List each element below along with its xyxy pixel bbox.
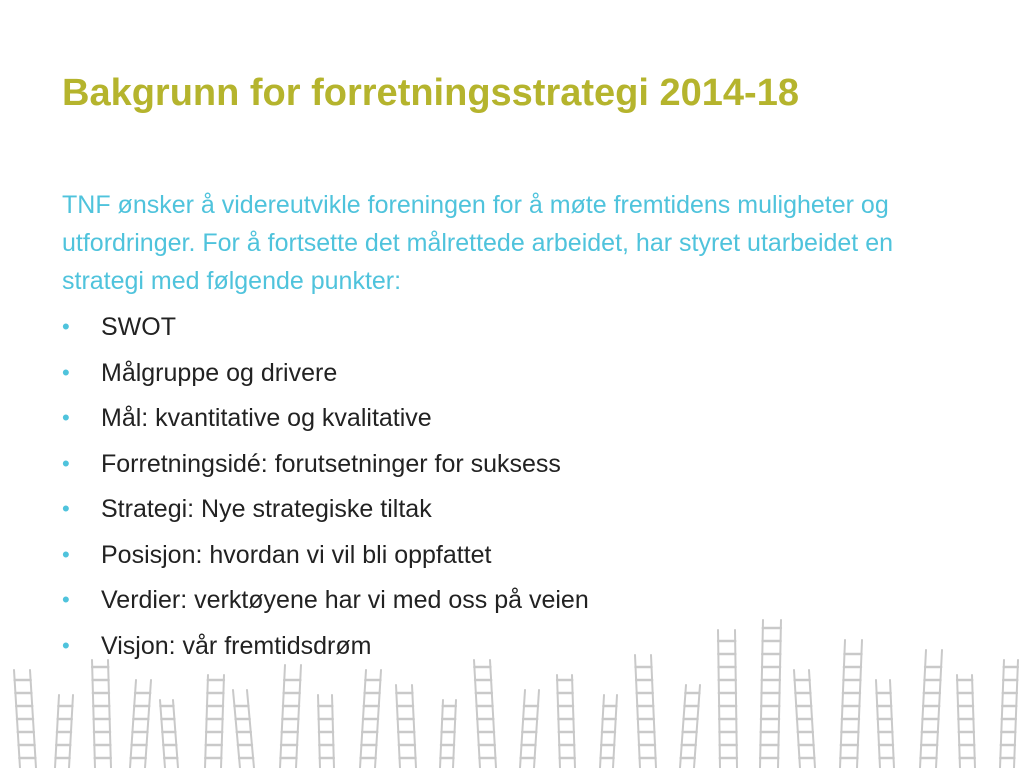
bullet-dot-icon: • — [62, 314, 70, 339]
bullet-text: Målgruppe og drivere — [101, 358, 338, 387]
bullet-item-malgruppe — [62, 354, 589, 400]
bullet-dot-icon: • — [62, 450, 70, 476]
bullet-dot-icon: • — [62, 405, 70, 430]
bullet-item-mal — [62, 399, 589, 445]
bullet-text: Visjon: vår fremtidsdrøm — [101, 631, 372, 660]
intro-paragraph: TNF ønsker å videreutvikle foreningen for å møte fremtidens muligheter og utfordringer. For å fortsette det målrettede arbeidet, har styret utarbeidet en strategi med følgende punkter: — [62, 191, 894, 295]
bullet-dot-icon: • — [62, 587, 70, 612]
bullet-text: Verdier: verktøyene har vi med oss på veien — [101, 586, 589, 614]
bullet-item-posisjon — [62, 536, 589, 582]
bullet-dot-icon: • — [62, 632, 70, 658]
bullet-item-swot — [62, 308, 589, 354]
bullet-item-forretningside — [62, 445, 589, 491]
bullet-dot-icon: • — [62, 359, 70, 385]
ladder-icons — [14, 620, 1018, 768]
bullet-text: SWOT — [101, 313, 176, 341]
ladders-decoration — [0, 600, 1024, 768]
bullet-text: Strategi: Nye strategiske tiltak — [101, 495, 432, 523]
bullet-text: Posisjon: hvordan vi vil bli oppfattet — [101, 540, 492, 569]
bullet-item-strategi — [62, 490, 589, 536]
bullet-dot-icon: • — [62, 496, 70, 521]
slide-title: Bakgrunn for forretningsstrategi 2014-18 — [62, 72, 799, 114]
bullet-text: Forretningsidé: forutsetninger for suksess — [101, 449, 561, 478]
bullet-text: Mål: kvantitative og kvalitative — [101, 404, 432, 432]
bullet-dot-icon: • — [62, 541, 70, 567]
